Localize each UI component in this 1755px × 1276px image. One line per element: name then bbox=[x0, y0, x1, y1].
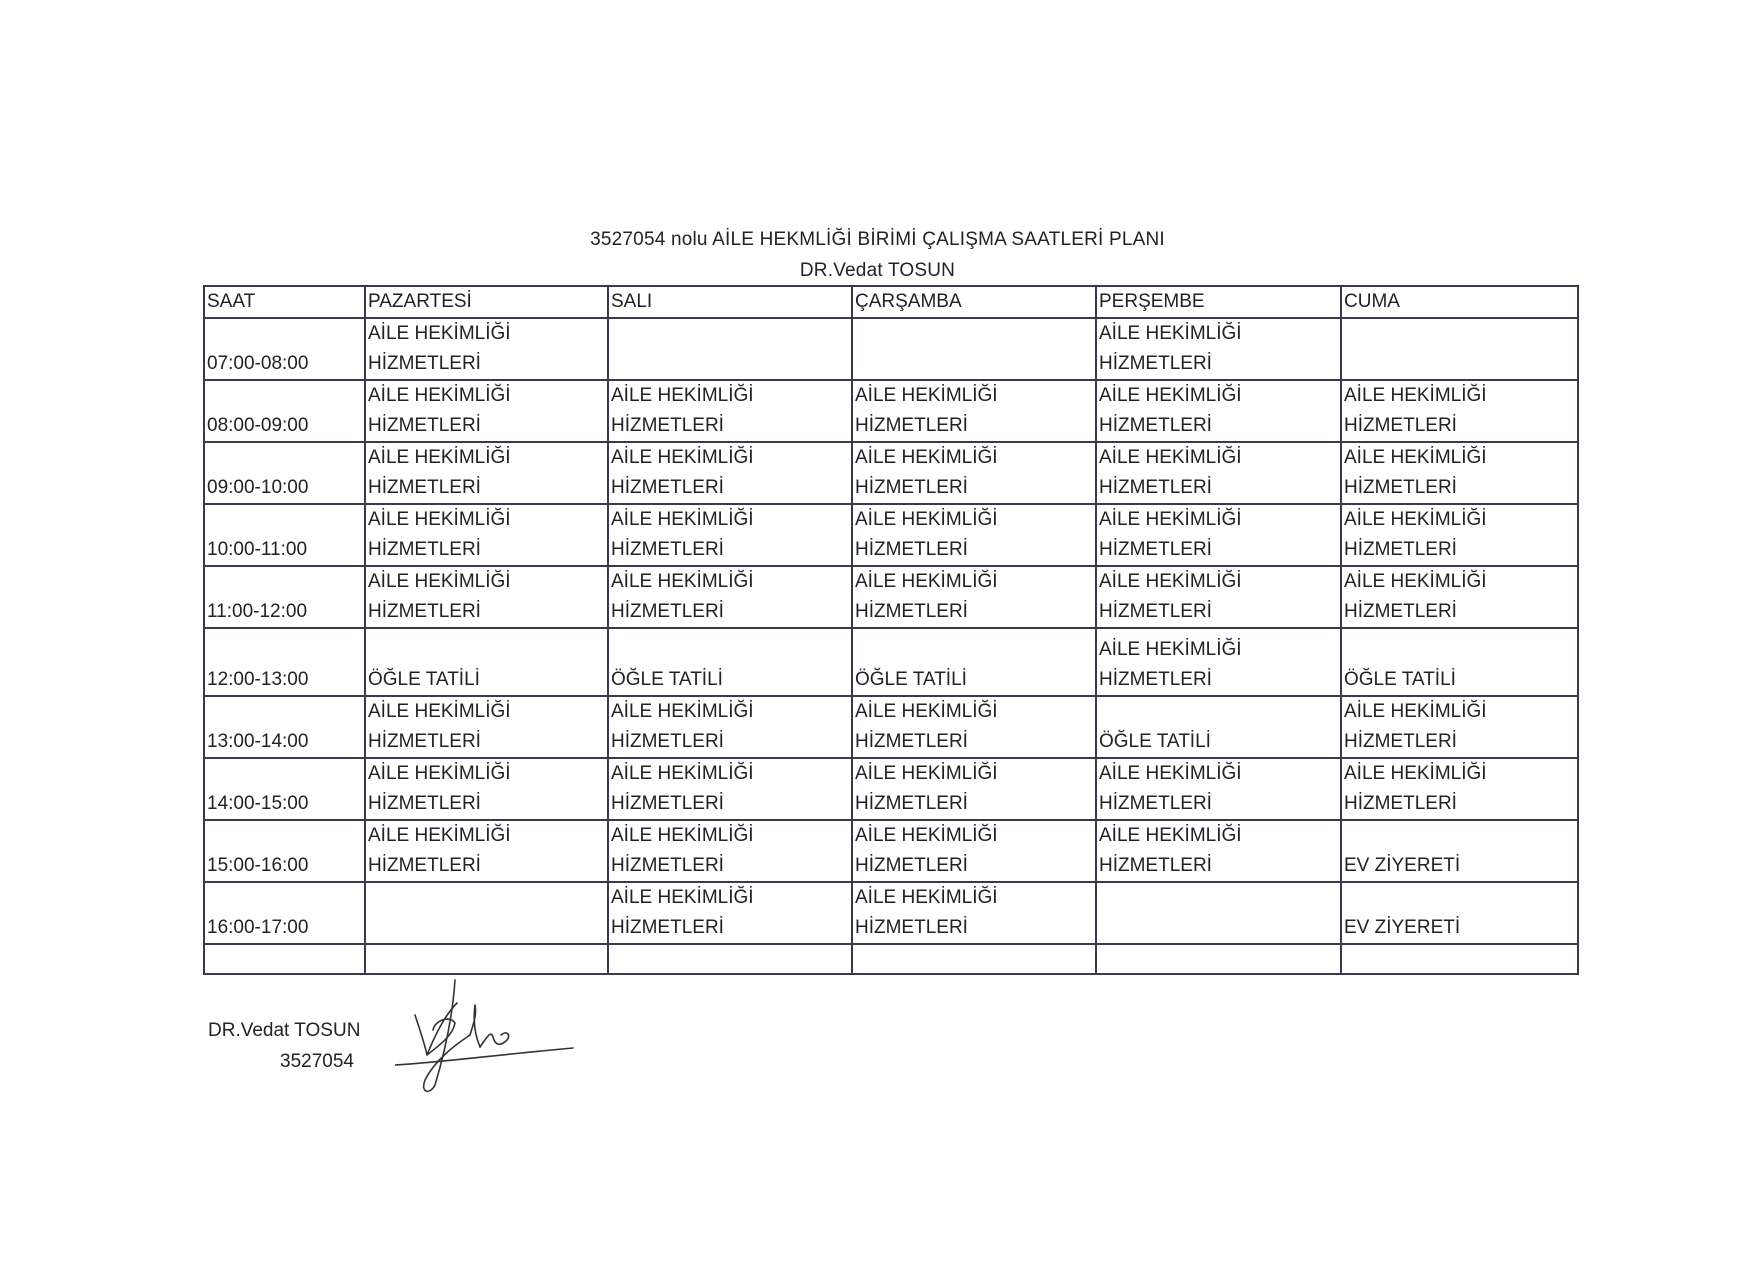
cell-line-1: AİLE HEKİMLİĞİ bbox=[855, 447, 998, 468]
cell-line-1 bbox=[611, 319, 849, 349]
schedule-cell-persembe bbox=[1096, 566, 1341, 628]
cell-line-2: HİZMETLERİ bbox=[855, 415, 968, 436]
table-row bbox=[204, 504, 1578, 566]
schedule-cell-pazartesi bbox=[365, 820, 608, 882]
cell-line-2: HİZMETLERİ bbox=[855, 793, 968, 814]
schedule-cell-cuma bbox=[1341, 882, 1578, 944]
column-header-sali: SALI bbox=[608, 286, 852, 318]
time-slot-cell: 15:00-16:00 bbox=[204, 820, 365, 882]
cell-line-1 bbox=[1099, 697, 1338, 727]
cell-line-1: AİLE HEKİMLİĞİ bbox=[855, 509, 998, 530]
empty-cell bbox=[1341, 944, 1578, 974]
cell-line-2 bbox=[368, 913, 605, 943]
schedule-cell-sali bbox=[608, 442, 852, 504]
empty-cell bbox=[608, 944, 852, 974]
schedule-cell-pazartesi bbox=[365, 566, 608, 628]
doctor-name-heading: DR.Vedat TOSUN bbox=[799, 260, 956, 281]
cell-line-2: HİZMETLERİ bbox=[1344, 539, 1457, 560]
cell-line-1: AİLE HEKİMLİĞİ bbox=[368, 763, 511, 784]
schedule-cell-persembe bbox=[1096, 318, 1341, 380]
signatory-name: DR.Vedat TOSUN bbox=[208, 1020, 361, 1041]
time-slot-cell: 09:00-10:00 bbox=[204, 442, 365, 504]
time-slot-cell: 07:00-08:00 bbox=[204, 318, 365, 380]
schedule-cell-carsamba bbox=[852, 696, 1096, 758]
cell-line-1: AİLE HEKİMLİĞİ bbox=[611, 701, 754, 722]
schedule-cell-sali bbox=[608, 696, 852, 758]
schedule-cell-cuma bbox=[1341, 696, 1578, 758]
cell-line-2 bbox=[855, 349, 1093, 379]
cell-line-2: ÖĞLE TATİLİ bbox=[611, 669, 723, 690]
cell-line-1: AİLE HEKİMLİĞİ bbox=[1099, 447, 1242, 468]
schedule-cell-pazartesi bbox=[365, 442, 608, 504]
empty-cell bbox=[365, 944, 608, 974]
cell-line-2: EV ZİYERETİ bbox=[1344, 855, 1461, 876]
cell-line-2 bbox=[611, 349, 849, 379]
cell-line-1 bbox=[1344, 883, 1575, 913]
time-slot-cell: 16:00-17:00 bbox=[204, 882, 365, 944]
cell-line-1: AİLE HEKİMLİĞİ bbox=[611, 887, 754, 908]
cell-line-2: HİZMETLERİ bbox=[1344, 601, 1457, 622]
cell-line-1: AİLE HEKİMLİĞİ bbox=[855, 763, 998, 784]
schedule-cell-cuma bbox=[1341, 628, 1578, 696]
document-title: 3527054 nolu AİLE HEKMLİĞİ BİRİMİ ÇALIŞMA SAATLERİ PLANI bbox=[590, 229, 1165, 250]
schedule-cell-carsamba bbox=[852, 318, 1096, 380]
schedule-cell-persembe bbox=[1096, 628, 1341, 696]
cell-line-2: HİZMETLERİ bbox=[855, 855, 968, 876]
cell-line-1: AİLE HEKİMLİĞİ bbox=[1344, 763, 1487, 784]
cell-line-1: AİLE HEKİMLİĞİ bbox=[1099, 763, 1242, 784]
schedule-cell-carsamba bbox=[852, 758, 1096, 820]
unit-code: 3527054 bbox=[280, 1051, 354, 1072]
cell-line-1: AİLE HEKİMLİĞİ bbox=[1099, 385, 1242, 406]
cell-line-1: AİLE HEKİMLİĞİ bbox=[611, 509, 754, 530]
cell-line-2: HİZMETLERİ bbox=[611, 731, 724, 752]
cell-line-1: AİLE HEKİMLİĞİ bbox=[855, 385, 998, 406]
cell-line-2: HİZMETLERİ bbox=[1099, 601, 1212, 622]
schedule-cell-sali bbox=[608, 882, 852, 944]
cell-line-1: AİLE HEKİMLİĞİ bbox=[1344, 385, 1487, 406]
cell-line-1: AİLE HEKİMLİĞİ bbox=[855, 701, 998, 722]
cell-line-1 bbox=[855, 319, 1093, 349]
cell-line-1: AİLE HEKİMLİĞİ bbox=[1344, 509, 1487, 530]
schedule-cell-cuma bbox=[1341, 380, 1578, 442]
cell-line-2: HİZMETLERİ bbox=[855, 917, 968, 938]
cell-line-2: HİZMETLERİ bbox=[368, 601, 481, 622]
schedule-cell-persembe bbox=[1096, 758, 1341, 820]
cell-line-1 bbox=[611, 635, 849, 665]
cell-line-2: HİZMETLERİ bbox=[855, 539, 968, 560]
cell-line-2: HİZMETLERİ bbox=[1099, 477, 1212, 498]
table-row bbox=[204, 442, 1578, 504]
time-slot-cell: 11:00-12:00 bbox=[204, 566, 365, 628]
cell-line-1: AİLE HEKİMLİĞİ bbox=[611, 571, 754, 592]
table-row bbox=[204, 628, 1578, 696]
schedule-cell-persembe bbox=[1096, 380, 1341, 442]
schedule-cell-sali bbox=[608, 318, 852, 380]
cell-line-2: HİZMETLERİ bbox=[368, 731, 481, 752]
cell-line-2: HİZMETLERİ bbox=[611, 917, 724, 938]
schedule-cell-persembe bbox=[1096, 820, 1341, 882]
time-slot-cell: 13:00-14:00 bbox=[204, 696, 365, 758]
cell-line-2: HİZMETLERİ bbox=[368, 793, 481, 814]
table-header-row bbox=[204, 286, 1578, 318]
cell-line-2: HİZMETLERİ bbox=[855, 731, 968, 752]
schedule-cell-sali bbox=[608, 504, 852, 566]
cell-line-2: HİZMETLERİ bbox=[1099, 415, 1212, 436]
cell-line-1: AİLE HEKİMLİĞİ bbox=[855, 887, 998, 908]
column-header-persembe: PERŞEMBE bbox=[1096, 286, 1341, 318]
handwritten-signature bbox=[395, 975, 585, 1100]
schedule-cell-carsamba bbox=[852, 442, 1096, 504]
empty-cell bbox=[852, 944, 1096, 974]
cell-line-1: AİLE HEKİMLİĞİ bbox=[1344, 447, 1487, 468]
cell-line-2 bbox=[1099, 913, 1338, 943]
cell-line-2: HİZMETLERİ bbox=[855, 601, 968, 622]
schedule-cell-persembe bbox=[1096, 504, 1341, 566]
cell-line-1: AİLE HEKİMLİĞİ bbox=[368, 701, 511, 722]
schedule-cell-cuma bbox=[1341, 820, 1578, 882]
schedule-cell-carsamba bbox=[852, 380, 1096, 442]
empty-cell bbox=[1096, 944, 1341, 974]
cell-line-2: HİZMETLERİ bbox=[368, 353, 481, 374]
cell-line-2: HİZMETLERİ bbox=[1344, 415, 1457, 436]
cell-line-2: HİZMETLERİ bbox=[855, 477, 968, 498]
column-header-carsamba: ÇARŞAMBA bbox=[852, 286, 1096, 318]
table-row bbox=[204, 380, 1578, 442]
schedule-cell-sali bbox=[608, 566, 852, 628]
schedule-cell-carsamba bbox=[852, 566, 1096, 628]
schedule-cell-cuma bbox=[1341, 504, 1578, 566]
cell-line-2: HİZMETLERİ bbox=[1099, 353, 1212, 374]
cell-line-2: HİZMETLERİ bbox=[368, 477, 481, 498]
cell-line-2: HİZMETLERİ bbox=[611, 793, 724, 814]
empty-cell bbox=[204, 944, 365, 974]
schedule-cell-persembe bbox=[1096, 882, 1341, 944]
cell-line-2: HİZMETLERİ bbox=[1099, 539, 1212, 560]
schedule-cell-carsamba bbox=[852, 504, 1096, 566]
cell-line-1: AİLE HEKİMLİĞİ bbox=[611, 385, 754, 406]
schedule-cell-carsamba bbox=[852, 820, 1096, 882]
cell-line-1 bbox=[1344, 319, 1575, 349]
table-row bbox=[204, 820, 1578, 882]
schedule-cell-pazartesi bbox=[365, 628, 608, 696]
schedule-cell-pazartesi bbox=[365, 882, 608, 944]
schedule-cell-pazartesi bbox=[365, 318, 608, 380]
schedule-cell-persembe bbox=[1096, 442, 1341, 504]
time-slot-cell: 08:00-09:00 bbox=[204, 380, 365, 442]
cell-line-1: AİLE HEKİMLİĞİ bbox=[611, 447, 754, 468]
schedule-cell-cuma bbox=[1341, 442, 1578, 504]
cell-line-1: AİLE HEKİMLİĞİ bbox=[1099, 639, 1242, 660]
cell-line-2: ÖĞLE TATİLİ bbox=[855, 669, 967, 690]
cell-line-1 bbox=[1344, 821, 1575, 851]
cell-line-2: HİZMETLERİ bbox=[1099, 669, 1212, 690]
cell-line-1: AİLE HEKİMLİĞİ bbox=[611, 763, 754, 784]
schedule-cell-sali bbox=[608, 380, 852, 442]
schedule-cell-carsamba bbox=[852, 628, 1096, 696]
cell-line-1: AİLE HEKİMLİĞİ bbox=[855, 571, 998, 592]
schedule-cell-pazartesi bbox=[365, 758, 608, 820]
table-row bbox=[204, 696, 1578, 758]
cell-line-2: HİZMETLERİ bbox=[611, 477, 724, 498]
cell-line-1: AİLE HEKİMLİĞİ bbox=[368, 447, 511, 468]
schedule-cell-persembe bbox=[1096, 696, 1341, 758]
cell-line-2: ÖĞLE TATİLİ bbox=[1344, 669, 1456, 690]
schedule-cell-pazartesi bbox=[365, 696, 608, 758]
time-slot-cell: 14:00-15:00 bbox=[204, 758, 365, 820]
cell-line-2: EV ZİYERETİ bbox=[1344, 917, 1461, 938]
cell-line-2: HİZMETLERİ bbox=[611, 415, 724, 436]
cell-line-1: AİLE HEKİMLİĞİ bbox=[368, 571, 511, 592]
working-hours-table bbox=[203, 285, 1579, 975]
schedule-cell-cuma bbox=[1341, 318, 1578, 380]
cell-line-2: HİZMETLERİ bbox=[368, 539, 481, 560]
cell-line-2: HİZMETLERİ bbox=[368, 415, 481, 436]
schedule-cell-pazartesi bbox=[365, 504, 608, 566]
empty-row bbox=[204, 944, 1578, 974]
schedule-cell-sali bbox=[608, 820, 852, 882]
cell-line-1 bbox=[855, 635, 1093, 665]
cell-line-1: AİLE HEKİMLİĞİ bbox=[368, 509, 511, 530]
cell-line-2: ÖĞLE TATİLİ bbox=[368, 669, 480, 690]
cell-line-1: AİLE HEKİMLİĞİ bbox=[1099, 509, 1242, 530]
cell-line-2: HİZMETLERİ bbox=[1099, 855, 1212, 876]
cell-line-1: AİLE HEKİMLİĞİ bbox=[855, 825, 998, 846]
cell-line-2: ÖĞLE TATİLİ bbox=[1099, 731, 1211, 752]
schedule-cell-cuma bbox=[1341, 758, 1578, 820]
cell-line-1: AİLE HEKİMLİĞİ bbox=[1099, 571, 1242, 592]
cell-line-1 bbox=[1344, 635, 1575, 665]
schedule-cell-cuma bbox=[1341, 566, 1578, 628]
cell-line-2: HİZMETLERİ bbox=[611, 601, 724, 622]
cell-line-2: HİZMETLERİ bbox=[1344, 477, 1457, 498]
cell-line-2: HİZMETLERİ bbox=[1099, 793, 1212, 814]
cell-line-1: AİLE HEKİMLİĞİ bbox=[1099, 825, 1242, 846]
cell-line-1: AİLE HEKİMLİĞİ bbox=[368, 323, 511, 344]
table-row bbox=[204, 318, 1578, 380]
cell-line-2 bbox=[1344, 349, 1575, 379]
cell-line-2: HİZMETLERİ bbox=[1344, 793, 1457, 814]
schedule-cell-carsamba bbox=[852, 882, 1096, 944]
table-row bbox=[204, 758, 1578, 820]
cell-line-1 bbox=[368, 883, 605, 913]
column-header-cuma: CUMA bbox=[1341, 286, 1578, 318]
cell-line-1 bbox=[1099, 883, 1338, 913]
schedule-cell-sali bbox=[608, 628, 852, 696]
cell-line-1: AİLE HEKİMLİĞİ bbox=[611, 825, 754, 846]
cell-line-1: AİLE HEKİMLİĞİ bbox=[1344, 571, 1487, 592]
table-row bbox=[204, 566, 1578, 628]
cell-line-1: AİLE HEKİMLİĞİ bbox=[1099, 323, 1242, 344]
column-header-pazartesi: PAZARTESİ bbox=[365, 286, 608, 318]
column-header-saat: SAAT bbox=[204, 286, 365, 318]
time-slot-cell: 12:00-13:00 bbox=[204, 628, 365, 696]
cell-line-1 bbox=[368, 635, 605, 665]
schedule-cell-sali bbox=[608, 758, 852, 820]
cell-line-1: AİLE HEKİMLİĞİ bbox=[1344, 701, 1487, 722]
cell-line-1: AİLE HEKİMLİĞİ bbox=[368, 385, 511, 406]
table-row bbox=[204, 882, 1578, 944]
schedule-cell-pazartesi bbox=[365, 380, 608, 442]
cell-line-1: AİLE HEKİMLİĞİ bbox=[368, 825, 511, 846]
cell-line-2: HİZMETLERİ bbox=[611, 539, 724, 560]
cell-line-2: HİZMETLERİ bbox=[1344, 731, 1457, 752]
cell-line-2: HİZMETLERİ bbox=[611, 855, 724, 876]
cell-line-2: HİZMETLERİ bbox=[368, 855, 481, 876]
time-slot-cell: 10:00-11:00 bbox=[204, 504, 365, 566]
